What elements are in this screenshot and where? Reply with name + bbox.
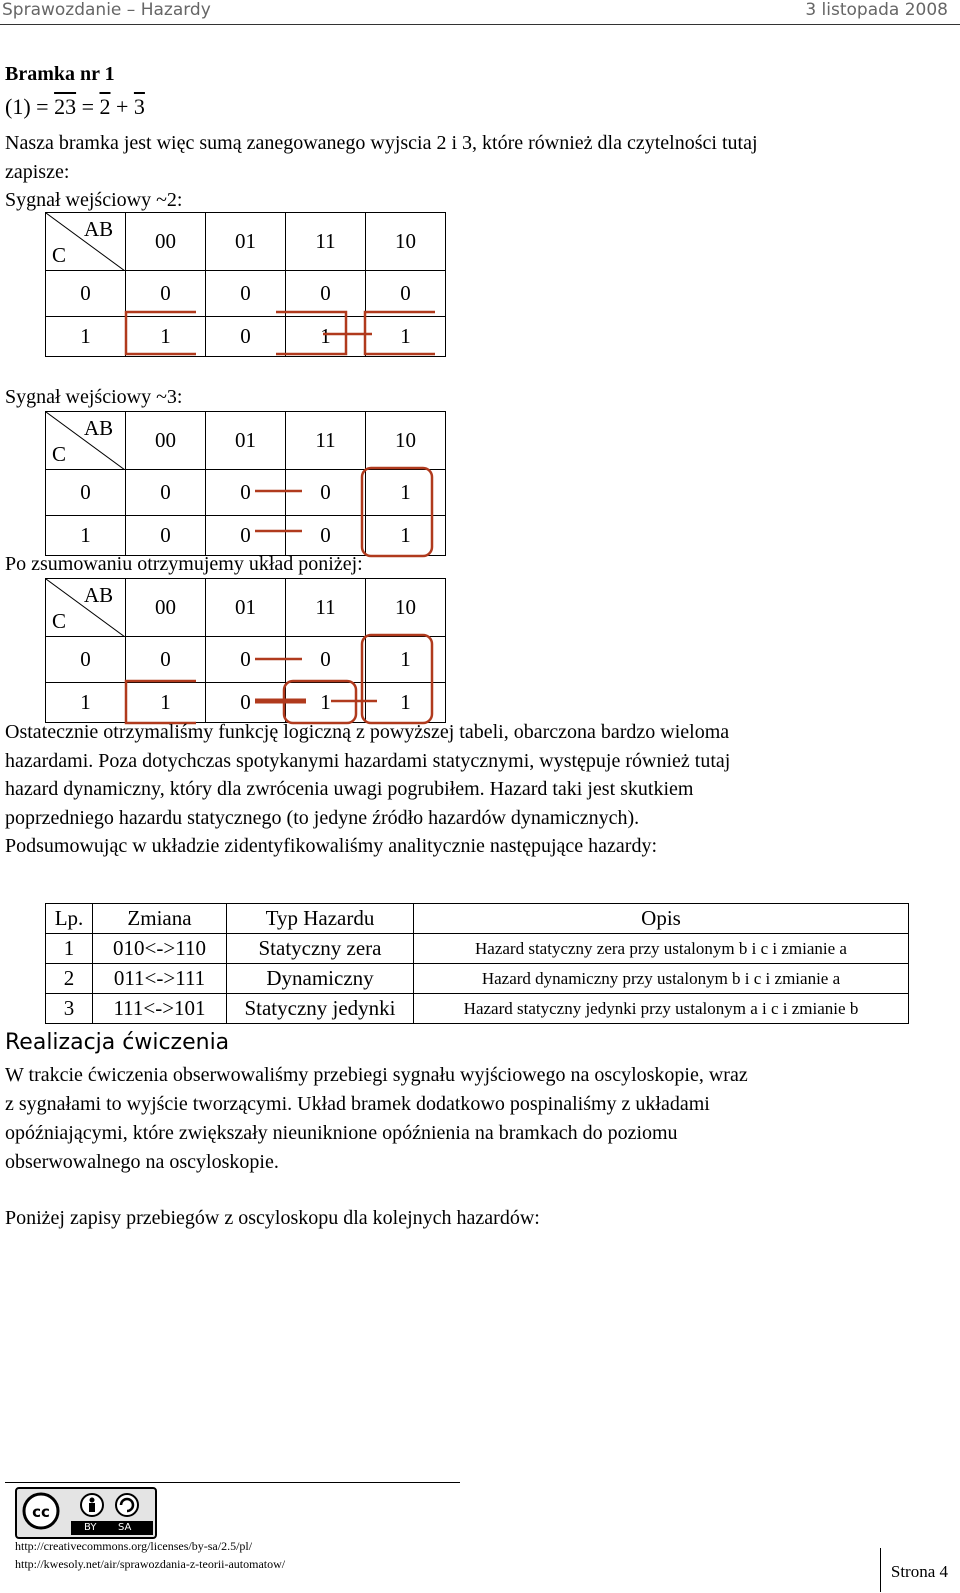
table-header: Typ Hazardu <box>227 904 414 934</box>
kmap-cell: 0 <box>206 683 286 723</box>
kmap-row-label: 1 <box>46 317 126 357</box>
kmap-cell: 1 <box>366 683 446 723</box>
kmap-cell: 0 <box>286 271 366 317</box>
cc-license-badge <box>15 1487 157 1539</box>
table-cell: 2 <box>46 964 93 994</box>
kmap-cell: 1 <box>366 637 446 683</box>
kmap-row-label: 1 <box>46 683 126 723</box>
signal3-label: Sygnał wejściowy ~3: <box>5 386 183 408</box>
kmap-col-header: 00 <box>126 412 206 470</box>
kmap-signal2 <box>45 212 446 357</box>
page-header <box>0 0 960 25</box>
kmap-row-label: 0 <box>46 637 126 683</box>
kmap-signal3 <box>45 411 446 556</box>
table-header: Zmiana <box>93 904 227 934</box>
formula-term: 2 <box>99 94 111 119</box>
table-header: Opis <box>414 904 909 934</box>
kmap-cell: 0 <box>206 637 286 683</box>
hazard-table <box>45 903 909 1024</box>
cc-sa-label: SA <box>118 1522 132 1533</box>
kmap-col-header: 10 <box>366 412 446 470</box>
kmap-cell: 1 <box>286 317 366 357</box>
realizacja-line: obserwowalnego na oscyloskopie. <box>5 1151 279 1173</box>
kmap-col-header: 00 <box>126 213 206 271</box>
kmap-col-header: 10 <box>366 213 446 271</box>
kmap-col-header: 11 <box>286 412 366 470</box>
table-row <box>46 964 909 994</box>
table-cell: Hazard statyczny jedynki przy ustalonym a i c i zmianie b <box>414 994 909 1024</box>
realizacja-line: z sygnałami to wyjście tworzącymi. Układ bramek dodatkowo pospinaliśmy z układami <box>5 1093 710 1115</box>
kmap-corner <box>46 412 126 470</box>
kmap-cell: 0 <box>206 470 286 516</box>
kmap-cell: 0 <box>206 271 286 317</box>
kmap-cell: 0 <box>126 516 206 556</box>
conclusion-line: hazard dynamiczny, który dla zwrócenia uwagi pogrubiłem. Hazard taki jest skutkiem <box>5 778 694 800</box>
formula-lhs: (1) <box>5 94 31 119</box>
oscilloscope-intro: Poniżej zapisy przebiegów z oscyloskopu dla kolejnych hazardów: <box>5 1207 540 1229</box>
kmap-row-label: 0 <box>46 470 126 516</box>
svg-text:cc: cc <box>32 1503 50 1521</box>
conclusion-line: poprzedniego hazardu statycznego (to jedyne źródło hazardów dynamicznych). <box>5 807 640 829</box>
kmap-cell: 0 <box>126 637 206 683</box>
kmap-cell: 0 <box>366 271 446 317</box>
kmap-summary <box>45 578 446 723</box>
formula-plus: + <box>116 94 129 119</box>
table-cell: Statyczny zera <box>227 934 414 964</box>
footer-rule <box>5 1482 460 1483</box>
table-cell: 1 <box>46 934 93 964</box>
page-number-divider <box>880 1548 881 1592</box>
kmap-c-label: C <box>52 243 67 267</box>
kmap-cell: 1 <box>366 516 446 556</box>
gate-heading: Bramka nr 1 <box>5 63 115 85</box>
kmap-row-label: 0 <box>46 271 126 317</box>
header-date: 3 listopada 2008 <box>805 0 948 20</box>
kmap-ab-label: AB <box>84 217 114 241</box>
license-link[interactable]: http://creativecommons.org/licenses/by-sa/2.5/pl/ <box>15 1539 253 1553</box>
kmap-cell: 0 <box>206 317 286 357</box>
kmap-cell: 0 <box>286 516 366 556</box>
header-title: Sprawozdanie – Hazardy <box>2 0 211 20</box>
intro-line: Nasza bramka jest więc sumą zanegowanego wyjscia 2 i 3, które również dla czytelności tutaj <box>5 132 758 154</box>
formula <box>5 95 145 119</box>
kmap-corner <box>46 579 126 637</box>
table-cell: Hazard statyczny zera przy ustalonym b i c i zmianie a <box>414 934 909 964</box>
table-header-row <box>46 904 909 934</box>
formula-term: 3 <box>133 94 145 119</box>
formula-eq: = <box>81 94 94 119</box>
kmap-cell: 0 <box>286 470 366 516</box>
table-row <box>46 994 909 1024</box>
table-cell: 111<->101 <box>93 994 227 1024</box>
kmap-ab-label: AB <box>84 583 114 607</box>
kmap-c-label: C <box>52 609 67 633</box>
kmap-ab-label: AB <box>84 416 114 440</box>
kmap-cell: 1 <box>126 317 206 357</box>
summary-label: Po zsumowaniu otrzymujemy układ poniżej: <box>5 553 363 575</box>
kmap-cell: 0 <box>126 470 206 516</box>
conclusion-line: hazardami. Poza dotychczas spotykanymi hazardami statycznymi, występuje również tutaj <box>5 750 731 772</box>
table-cell: 011<->111 <box>93 964 227 994</box>
kmap-col-header: 01 <box>206 213 286 271</box>
kmap-col-header: 01 <box>206 412 286 470</box>
kmap-cell: 1 <box>366 470 446 516</box>
kmap-cell: 0 <box>286 637 366 683</box>
kmap-col-header: 11 <box>286 579 366 637</box>
kmap-col-header: 01 <box>206 579 286 637</box>
table-cell: Statyczny jedynki <box>227 994 414 1024</box>
page-number: Strona 4 <box>890 1562 948 1581</box>
section-title: Realizacja ćwiczenia <box>5 1030 230 1055</box>
kmap-cell: 0 <box>126 271 206 317</box>
realizacja-line: W trakcie ćwiczenia obserwowaliśmy przebiegi sygnału wyjściowego na oscyloskopie, wraz <box>5 1064 748 1086</box>
table-cell: Dynamiczny <box>227 964 414 994</box>
kmap-c-label: C <box>52 442 67 466</box>
source-link[interactable]: http://kwesoly.net/air/sprawozdania-z-teorii-automatow/ <box>15 1557 286 1571</box>
kmap-cell: 1 <box>286 683 366 723</box>
kmap-col-header: 11 <box>286 213 366 271</box>
kmap-col-header: 10 <box>366 579 446 637</box>
formula-term: 23 <box>54 94 77 119</box>
formula-eq: = <box>36 94 49 119</box>
table-cell: 3 <box>46 994 93 1024</box>
cc-by-label: BY <box>84 1522 97 1533</box>
kmap-cell: 1 <box>126 683 206 723</box>
realizacja-line: opóźniającymi, które zwiększały nieuniknione opóźnienia na bramkach do poziomu <box>5 1122 678 1144</box>
kmap-col-header: 00 <box>126 579 206 637</box>
table-cell: Hazard dynamiczny przy ustalonym b i c i zmianie a <box>414 964 909 994</box>
kmap-cell: 0 <box>206 516 286 556</box>
kmap-row-label: 1 <box>46 516 126 556</box>
kmap-cell: 1 <box>366 317 446 357</box>
conclusion-line: Podsumowując w układzie zidentyfikowaliśmy analitycznie następujące hazardy: <box>5 835 658 857</box>
table-cell: 010<->110 <box>93 934 227 964</box>
table-row <box>46 934 909 964</box>
table-header: Lp. <box>46 904 93 934</box>
kmap-corner <box>46 213 126 271</box>
conclusion-line: Ostatecznie otrzymaliśmy funkcję logiczną z powyższej tabeli, obarczona bardzo wieloma <box>5 721 730 743</box>
intro-line: zapisze: <box>5 161 70 183</box>
signal2-label: Sygnał wejściowy ~2: <box>5 189 183 211</box>
